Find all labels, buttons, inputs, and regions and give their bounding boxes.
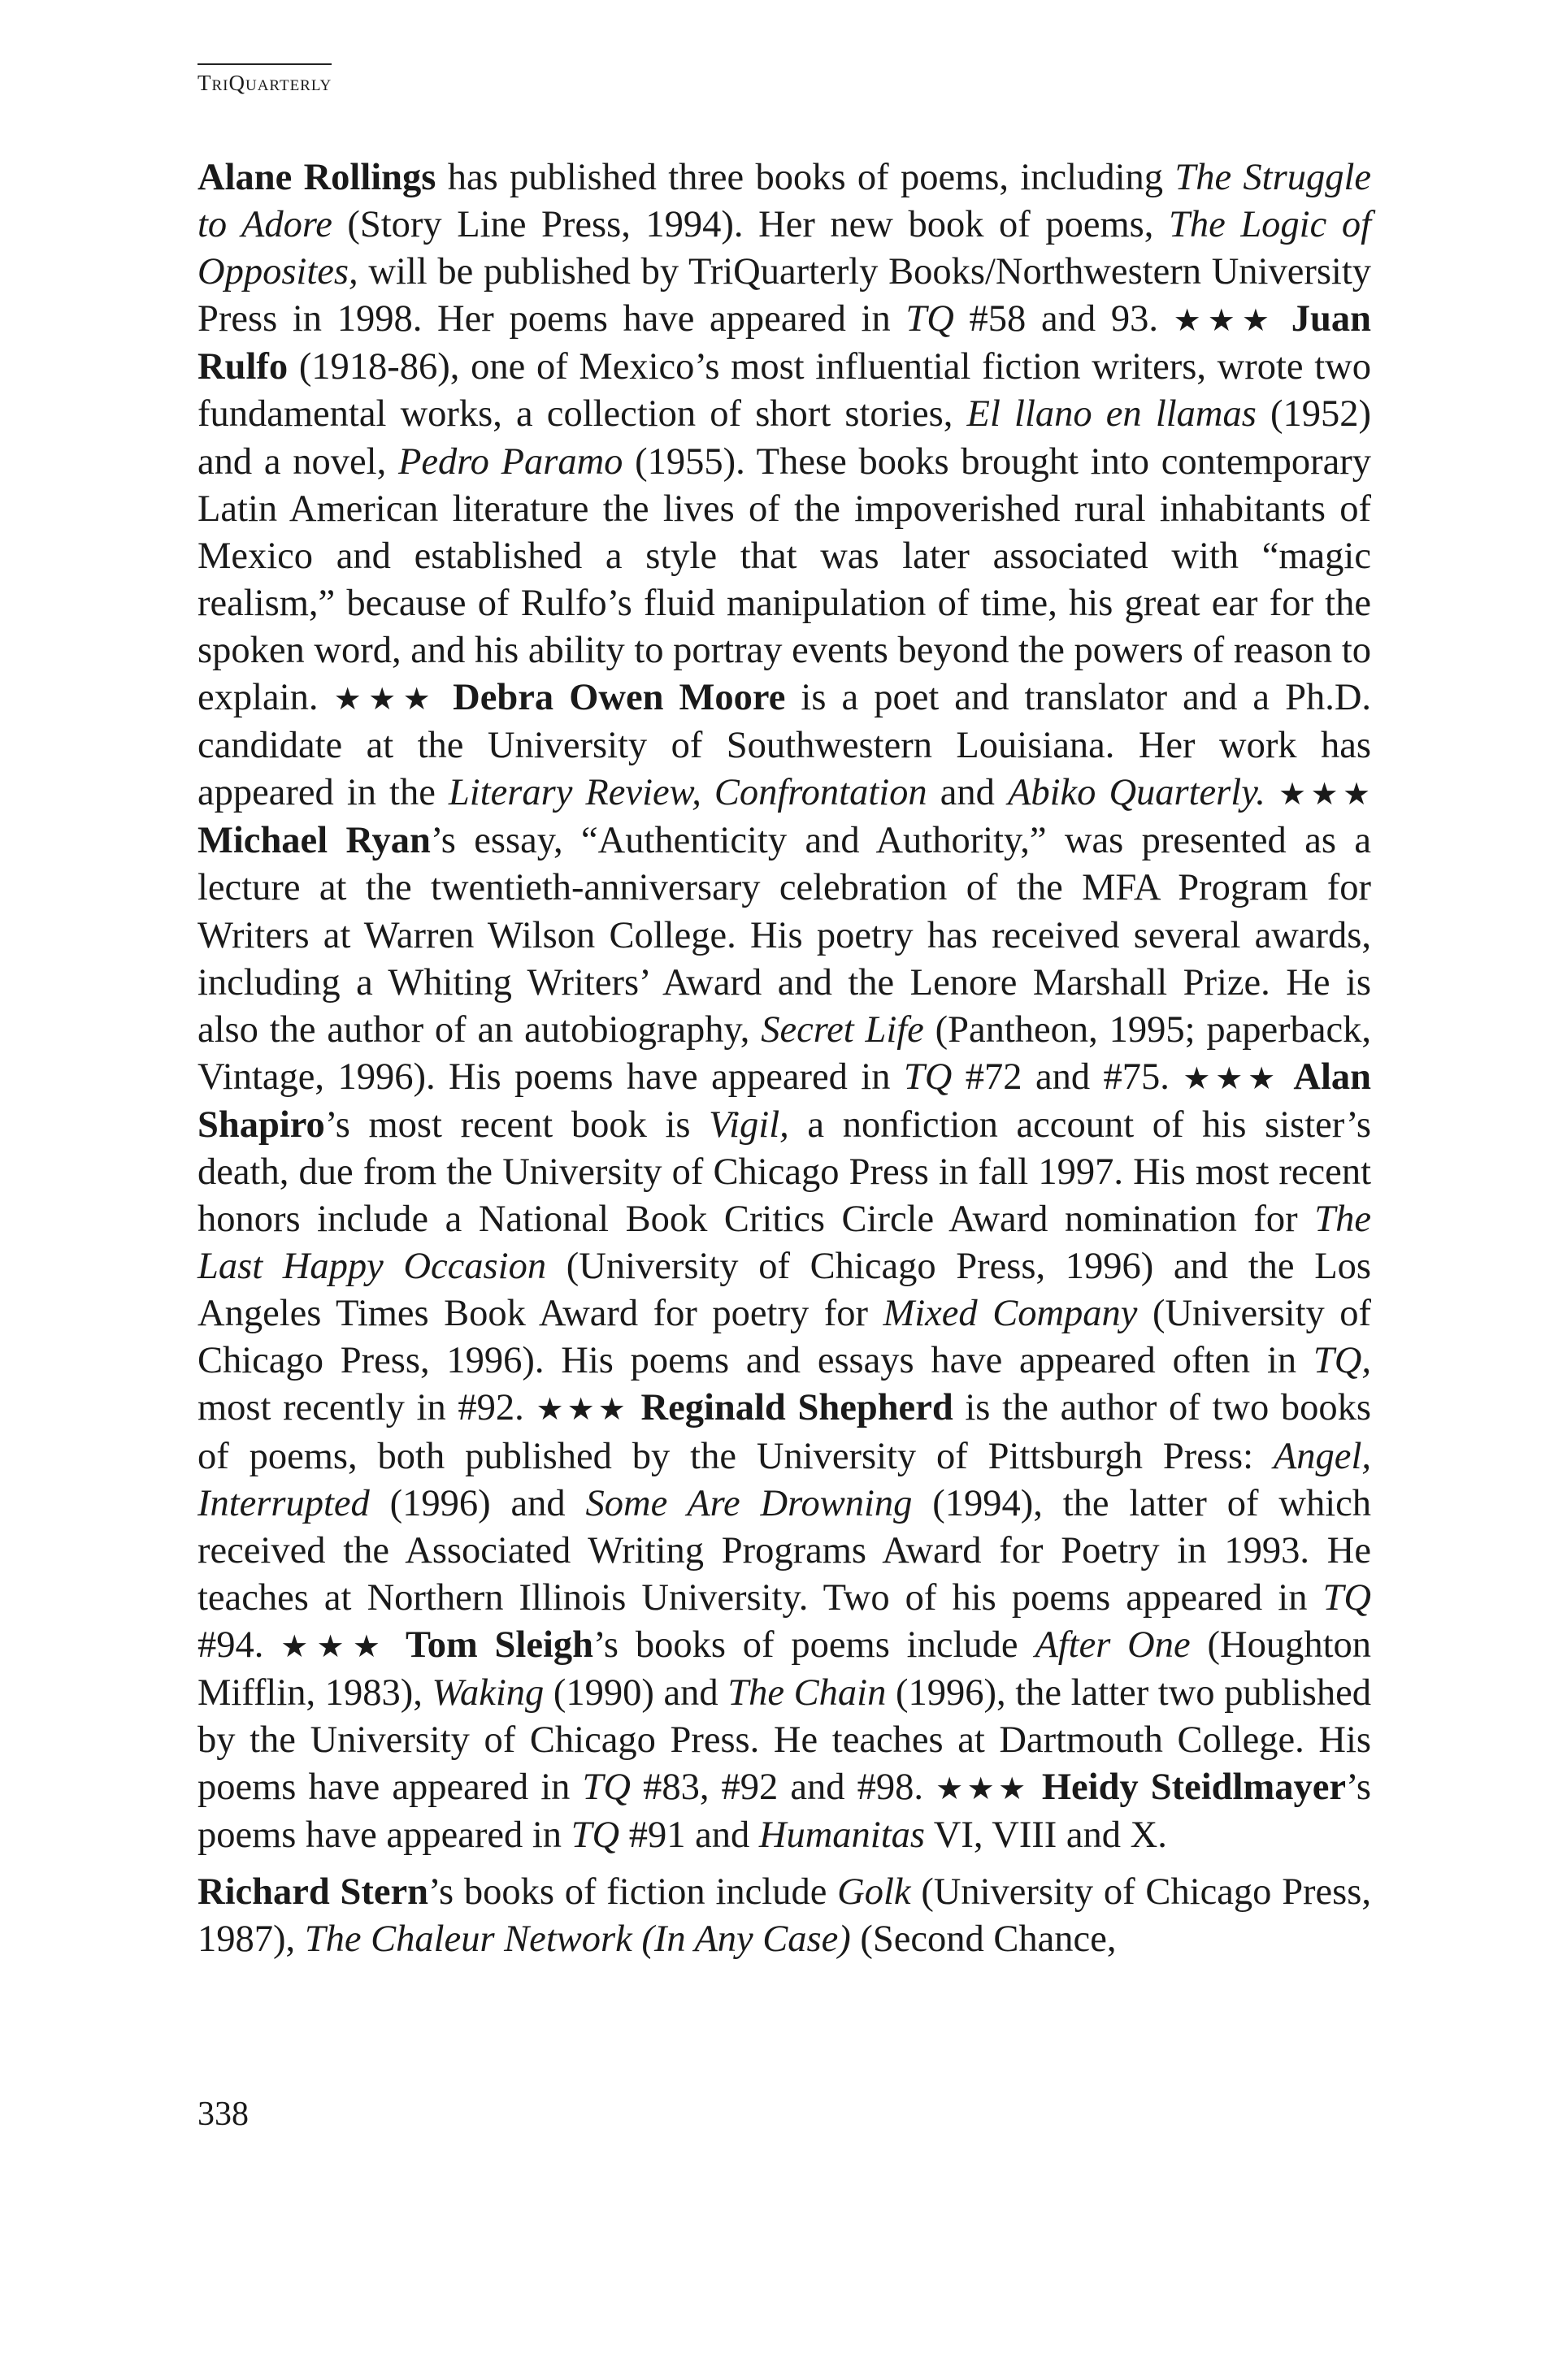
- work-title: Golk: [837, 1871, 911, 1914]
- work-title: Some Are Drowning: [585, 1482, 913, 1524]
- page-number: 338: [198, 2096, 249, 2133]
- text-run: (1955). These books brought into contemporary Latin American literature the lives of the impoverished rural inhabitants of Mexico and established a style that was later associated with “magic realism,” because of Rulfo’s fluid manipulation of time, his great ear for the spoken word, and his ability to portray events beyond the powers of reason to explain.: [198, 440, 1371, 719]
- work-title: The Logic of Opposites,: [198, 204, 1371, 293]
- text-run: #72 and #75.: [952, 1056, 1183, 1098]
- work-title: TQ: [905, 298, 954, 340]
- star-separator: ★★★: [1183, 1060, 1280, 1096]
- text-run: and: [927, 772, 1008, 814]
- text-run: [1265, 772, 1278, 813]
- text-run: ’s books of poems include: [593, 1624, 1035, 1666]
- text-run: a nonfiction account of his sister’s death, due from the University of Chicago Press in fall 1997. His most recent honors include a National Book Critics Circle Award nomination for: [198, 1103, 1371, 1241]
- text-run: [629, 1387, 641, 1428]
- work-title: After One: [1035, 1624, 1191, 1666]
- text-run: will be published by TriQuarterly Books/Northwestern University Press in 1998. Her poems have appeared in: [198, 251, 1371, 340]
- contributor-name: Juan Rulfo: [198, 298, 1372, 388]
- work-title: Literary Review, Confrontation: [448, 772, 927, 814]
- text-run: most recently in #92.: [198, 1387, 536, 1429]
- text-run: (1996) and: [369, 1482, 586, 1524]
- text-run: ’s most recent book is: [324, 1103, 710, 1146]
- text-run: ’s essay, “Authenticity and Authority,” was presented as a lecture at the twentieth-anniversary celebration of the MFA Program for Writers at Warren Wilson College. His poetry has received several awards, including a Whiting Writers’ Award and the Lenore Marshall Prize. He is also the author of an autobiography,: [198, 820, 1371, 1051]
- text-run: [388, 1624, 406, 1666]
- work-title: The Struggle to Adore: [198, 157, 1372, 246]
- star-separator: ★★★: [935, 1771, 1030, 1807]
- text-run: (1990) and: [544, 1672, 728, 1714]
- contributor-name: Tom Sleigh: [405, 1624, 593, 1666]
- work-title: Angel, Interrupted: [198, 1435, 1371, 1524]
- work-title: TQ: [1322, 1576, 1371, 1619]
- text-run: #94.: [198, 1624, 281, 1666]
- work-title: Pedro Paramo: [397, 440, 623, 483]
- text-run: (Story Line Press, 1994). Her new book of poems,: [332, 204, 1169, 246]
- star-separator: ★★★: [1173, 302, 1277, 339]
- contributor-name: Richard Stern: [198, 1871, 429, 1914]
- paragraph: [198, 1869, 1371, 1963]
- text-run: (1996), the latter two published by the University of Chicago Press. He teaches at Dartmouth College. His poems have appeared in: [198, 1672, 1372, 1809]
- running-head: TriQuarterly: [198, 63, 332, 96]
- text-run: is a poet and translator and a Ph.D. candidate at the University of Southwestern Louisiana. Her work has appeared in the: [198, 677, 1372, 814]
- contributor-name: Reginald Shepherd: [640, 1387, 953, 1429]
- paragraph: [198, 154, 1371, 1859]
- work-title: Vigil,: [709, 1103, 789, 1146]
- text-run: (University of Chicago Press, 1987),: [198, 1871, 1371, 1961]
- contributor-name: Heidy Steidlmayer: [1041, 1767, 1346, 1809]
- text-run: (Pantheon, 1995; paperback, Vintage, 1996). His poems have appeared in: [198, 1008, 1371, 1098]
- text-run: is the author of two books of poems, both published by the University of Pittsburgh Press:: [198, 1387, 1371, 1477]
- star-separator: ★★★: [1278, 776, 1372, 813]
- text-run: [437, 677, 453, 718]
- work-title: Abiko Quarterly.: [1007, 772, 1265, 814]
- work-title: TQ: [903, 1056, 953, 1098]
- text-run: ’s books of fiction include: [428, 1871, 838, 1914]
- work-title: El llano en llamas: [966, 393, 1257, 436]
- work-title: Humanitas: [758, 1814, 925, 1857]
- work-title: The Chaleur Network (In Any Case): [304, 1918, 851, 1961]
- star-separator: ★★★: [333, 681, 438, 717]
- work-title: Waking: [432, 1672, 545, 1714]
- text-run: (University of Chicago Press, 1996) and the Los Angeles Times Book Award for poetry for: [198, 1246, 1371, 1335]
- work-title: Secret Life: [761, 1008, 924, 1051]
- contributor-name: Debra Owen Moore: [453, 677, 786, 719]
- text-run: [1280, 1056, 1293, 1098]
- text-run: [1030, 1767, 1042, 1808]
- contributor-name: Alan Shapiro: [198, 1056, 1372, 1146]
- text-run: [1276, 298, 1291, 340]
- star-separator: ★★★: [280, 1628, 389, 1664]
- text-run: (1918-86), one of Mexico’s most influential fiction writers, wrote two fundamental works, a collection of short stories,: [198, 346, 1371, 436]
- work-title: The Last Happy Occasion: [198, 1199, 1371, 1288]
- work-title: TQ,: [1313, 1340, 1371, 1382]
- star-separator: ★★★: [536, 1391, 629, 1428]
- text-run: #91 and: [619, 1814, 759, 1857]
- work-title: TQ: [582, 1767, 631, 1809]
- contributors-notes: [198, 154, 1371, 1964]
- text-run: #83, #92 and #98.: [630, 1767, 936, 1809]
- text-run: (University of Chicago Press, 1996). His poems and essays have appeared often in: [198, 1293, 1372, 1382]
- text-run: (Houghton Mifflin, 1983),: [198, 1624, 1371, 1714]
- text-run: has published three books of poems, including: [436, 157, 1175, 198]
- text-run: (1994), the latter of which received the Associated Writing Programs Award for Poetry in 1993. He teaches at Northern Illinois University. Two of his poems appeared in: [198, 1482, 1372, 1619]
- contributor-name: Michael Ryan: [198, 820, 431, 862]
- text-run: ’s poems have appeared in: [198, 1767, 1371, 1857]
- text-run: (Second Chance,: [850, 1918, 1117, 1961]
- text-run: VI, VIII and X.: [924, 1814, 1167, 1857]
- work-title: Mixed Company: [883, 1293, 1138, 1335]
- contributor-name: Alane Rollings: [198, 157, 436, 198]
- text-run: (1952) and a novel,: [198, 393, 1371, 483]
- work-title: The Chain: [727, 1672, 887, 1714]
- work-title: TQ: [571, 1814, 620, 1857]
- text-run: #58 and 93.: [953, 298, 1174, 340]
